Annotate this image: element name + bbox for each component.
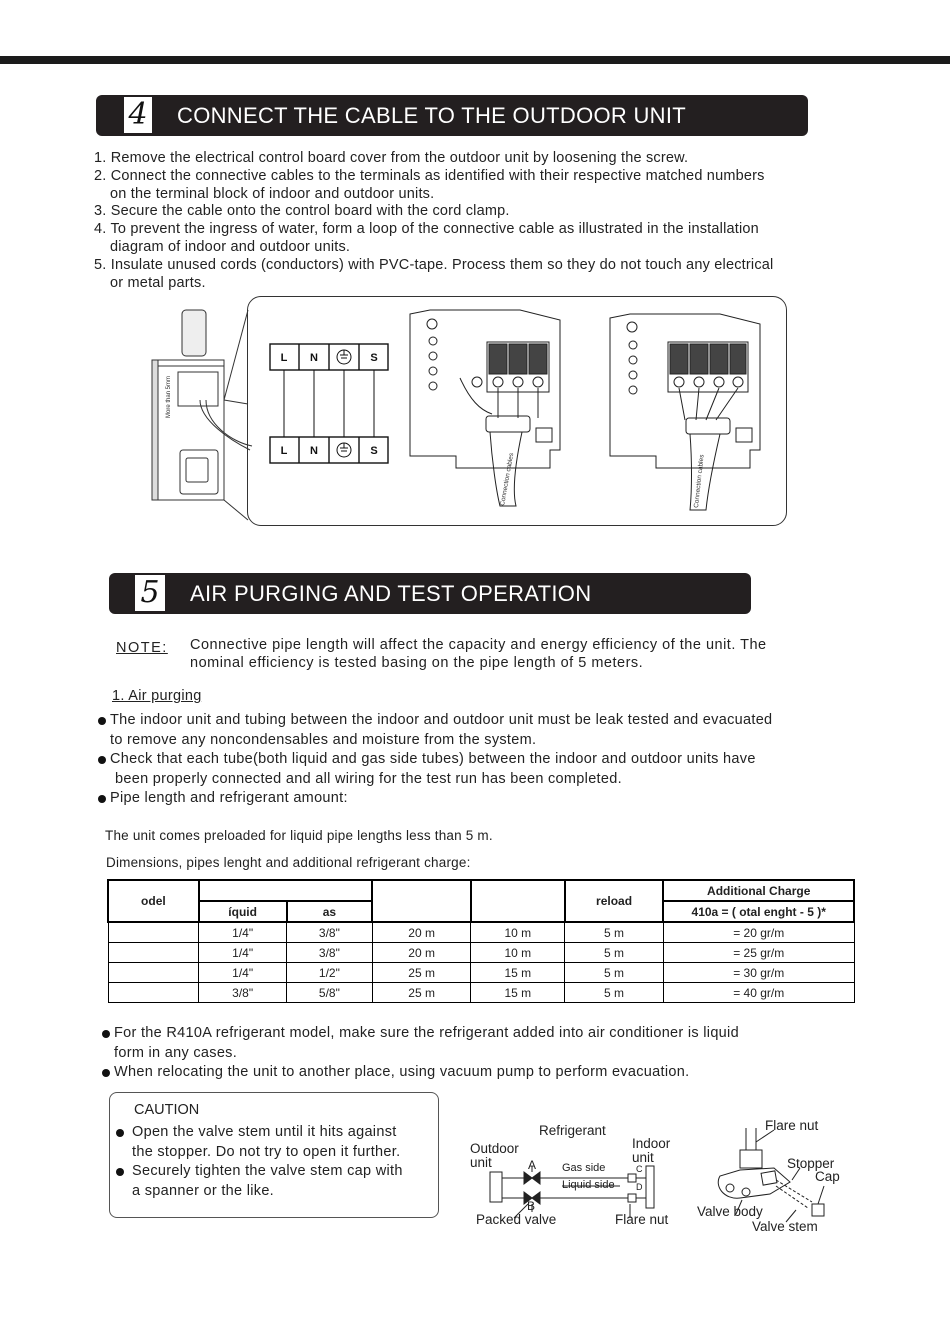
table-cell: = 30 gr/m — [663, 963, 854, 983]
terminal-n-top: N — [310, 352, 318, 364]
table-cell: 25 m — [372, 983, 471, 1003]
valve-b-label: B — [527, 1199, 536, 1213]
table-cell — [108, 922, 199, 943]
flare-nut-label: Flare nut — [615, 1212, 669, 1227]
table-cell: 1/4" — [199, 922, 287, 943]
valve-a-label: A — [528, 1158, 537, 1172]
port-d-label: D — [636, 1182, 643, 1192]
col-header-max-height — [471, 880, 565, 922]
section-5-number: 5 — [135, 575, 165, 611]
bullet-r410a: For the R410A refrigerant model, make sure the refrigerant added into air conditioner is liquid — [100, 1024, 739, 1044]
bullet-tube-check: Check that each tube(both liquid and gas side tubes) between the indoor and outdoor units have — [96, 750, 772, 770]
table-cell: 1/4" — [199, 943, 287, 963]
caution-line-2: the stopper. Do not try to open it further. — [132, 1143, 401, 1160]
terminal-s-top: S — [370, 352, 378, 364]
section-4-title: CONNECT THE CABLE TO THE OUTDOOR UNIT — [177, 103, 687, 128]
note-line-1: Connective pipe length will affect the capacity and energy efficiency of the unit. The — [190, 637, 767, 653]
detail-valve-stem-label: Valve stem — [752, 1219, 818, 1234]
table-cell: 5/8" — [287, 983, 373, 1003]
table-cell: 1/4" — [199, 963, 287, 983]
terminal-s-bottom: S — [370, 445, 378, 457]
pipe-length-table — [107, 879, 855, 1003]
connection-steps — [94, 150, 884, 292]
note-label: NOTE: — [116, 640, 168, 656]
table-row — [108, 963, 854, 983]
note-text — [190, 636, 767, 672]
detail-flare-nut-label: Flare nut — [765, 1118, 819, 1133]
table-cell: = 20 gr/m — [663, 922, 854, 943]
table-cell: 5 m — [565, 983, 664, 1003]
bullet-pipe-length: Pipe length and refrigerant amount: — [96, 789, 772, 809]
caution-title: CAUTION — [134, 1102, 200, 1118]
col-header-max-length — [372, 880, 471, 922]
table-cell: 5 m — [565, 922, 664, 943]
note-line-2: nominal efficiency is tested basing on the pipe length of 5 meters. — [190, 655, 644, 671]
wiring-diagram — [140, 300, 790, 525]
bullet-relocating: When relocating the unit to another place, using vacuum pump to perform evacuation. — [100, 1063, 739, 1083]
section-4-number: 4 — [124, 97, 152, 133]
outdoor-unit-label-2: unit — [470, 1155, 492, 1170]
detail-cap-label: Cap — [815, 1169, 840, 1184]
table-cell: 3/8" — [287, 922, 373, 943]
step-5: 5. Insulate unused cords (conductors) with PVC-tape. Process them so they do not touch any electrical — [94, 256, 774, 273]
section-4-header — [96, 95, 808, 136]
table-row — [108, 922, 854, 943]
step-5-cont: or metal parts. — [110, 274, 206, 291]
col-header-charge-2: 410a = ( otal enght - 5 )* — [663, 901, 854, 922]
control-board-1 — [410, 310, 560, 506]
table-cell: 3/8" — [199, 983, 287, 1003]
control-board-2 — [610, 314, 760, 510]
table-cell: 15 m — [471, 963, 565, 983]
table-cell: 10 m — [471, 943, 565, 963]
table-cell: 5 m — [565, 943, 664, 963]
air-purging-heading: 1. Air purging — [112, 688, 202, 704]
preload-text: The unit comes preloaded for liquid pipe lengths less than 5 m. — [105, 828, 493, 843]
terminal-l-top: L — [280, 352, 288, 364]
table-cell — [108, 983, 199, 1003]
port-c-label: C — [636, 1164, 643, 1174]
col-header-charge-1: Additional Charge — [663, 880, 854, 901]
col-header-model: odel — [108, 880, 199, 922]
table-cell: 25 m — [372, 963, 471, 983]
top-rule — [0, 56, 950, 64]
table-cell: 20 m — [372, 943, 471, 963]
connection-cables-label-1: Connection cables — [499, 452, 516, 507]
indoor-unit-label-2: unit — [632, 1150, 654, 1165]
detail-stopper-label: Stopper — [787, 1156, 835, 1171]
step-3: 3. Secure the cable onto the control board with the cord clamp. — [94, 203, 510, 220]
connection-cables-label-2: Connection cables — [693, 454, 706, 509]
caution-line-3: Securely tighten the valve stem cap with — [114, 1162, 403, 1182]
caution-line-4: a spanner or the like. — [132, 1182, 275, 1199]
table-cell: 20 m — [372, 922, 471, 943]
section-5-header — [109, 573, 751, 614]
step-4: 4. To prevent the ingress of water, form a loop of the connective cable as illustrated in the installation — [94, 221, 759, 238]
step-4-cont: diagram of indoor and outdoor units. — [110, 238, 351, 255]
col-header-gas: as — [287, 901, 373, 922]
table-cell — [108, 943, 199, 963]
table-row — [108, 943, 854, 963]
unit-gap-label: More than 5mm — [166, 375, 172, 418]
step-2-cont: on the terminal block of indoor and outdoor units. — [110, 185, 435, 202]
caution-line-1: Open the valve stem until it hits against — [114, 1123, 403, 1143]
bullet-leak-test: The indoor unit and tubing between the indoor and outdoor unit must be leak tested and evacuated — [96, 711, 772, 731]
table-cell: 15 m — [471, 983, 565, 1003]
section-5-title: AIR PURGING AND TEST OPERATION — [190, 581, 592, 606]
step-1: 1. Remove the electrical control board cover from the outdoor unit by loosening the screw. — [94, 150, 689, 166]
table-cell: 3/8" — [287, 943, 373, 963]
dimensions-text: Dimensions, pipes lenght and additional refrigerant charge: — [106, 855, 471, 870]
bullet-tube-check-cont: been properly connected and all wiring for the test run has been completed. — [115, 770, 622, 787]
detail-valve-body-label: Valve body — [697, 1204, 763, 1219]
caution-list — [114, 1123, 403, 1201]
refrigerant-label: Refrigerant — [539, 1123, 606, 1138]
col-header-liquid: íquid — [199, 901, 287, 922]
table-cell: 5 m — [565, 963, 664, 983]
liquid-side-label: Liquid side — [562, 1179, 615, 1191]
table-cell — [108, 963, 199, 983]
bullet-leak-test-cont: to remove any noncondensables and moisture from the system. — [110, 731, 537, 748]
indoor-unit-label-1: Indoor — [632, 1136, 671, 1151]
terminal-n-bottom: N — [310, 445, 318, 457]
terminal-l-bottom: L — [280, 445, 288, 457]
table-cell: = 40 gr/m — [663, 983, 854, 1003]
step-2: 2. Connect the connective cables to the terminals as identified with their respective matched numbers — [94, 167, 765, 184]
packed-valve-label: Packed valve — [476, 1212, 557, 1227]
table-row — [108, 983, 854, 1003]
outdoor-unit-label-1: Outdoor — [470, 1141, 519, 1156]
table-cell: 10 m — [471, 922, 565, 943]
table-cell: 1/2" — [287, 963, 373, 983]
table-cell: = 25 gr/m — [663, 943, 854, 963]
bullet-r410a-cont: form in any cases. — [114, 1044, 238, 1061]
col-header-diameter — [199, 880, 373, 901]
col-header-preload: reload — [565, 880, 664, 922]
refrigerant-bullets — [100, 1024, 739, 1083]
gas-side-label: Gas side — [562, 1162, 606, 1174]
terminal-wires — [284, 370, 374, 437]
air-purging-bullets — [96, 711, 772, 809]
